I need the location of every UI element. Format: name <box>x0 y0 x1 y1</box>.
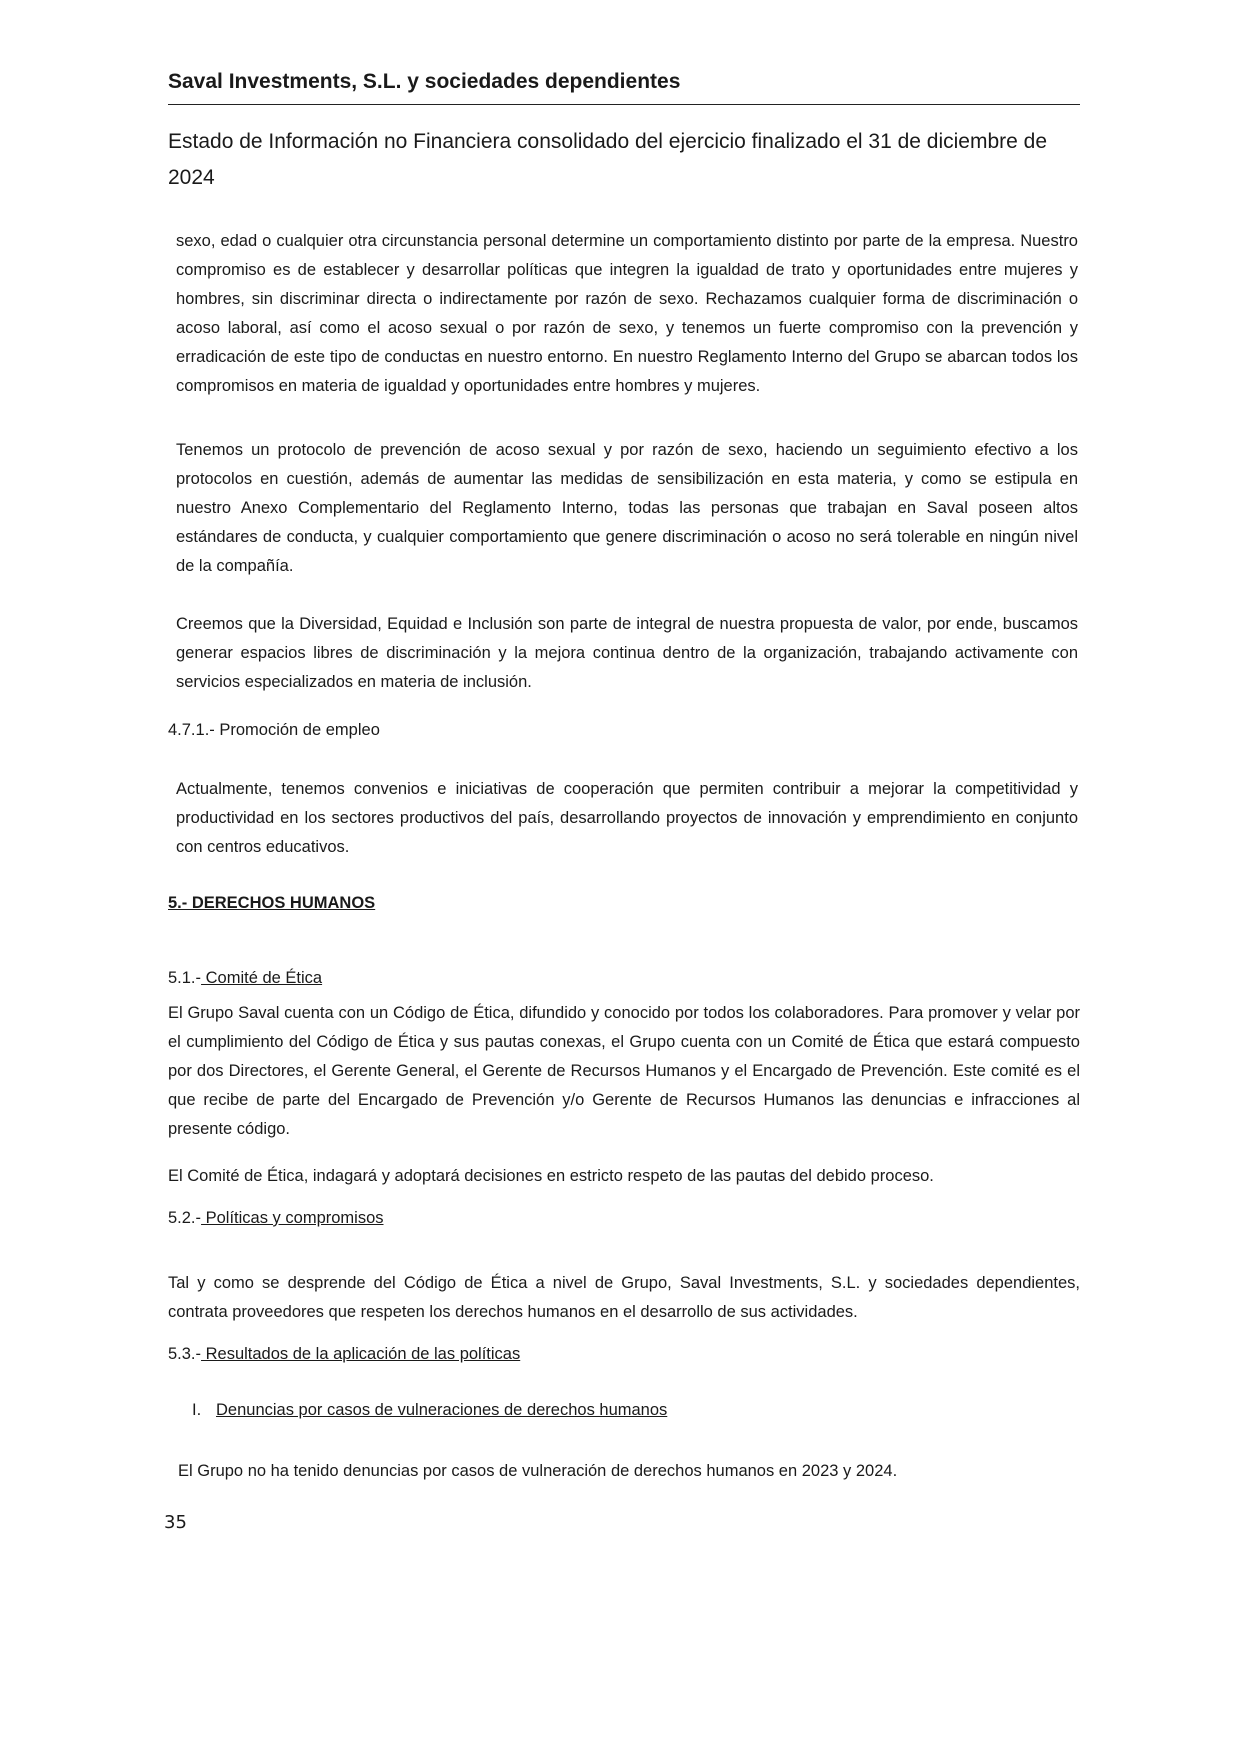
section-5-2-heading <box>168 1209 384 1228</box>
list-item-denuncias <box>192 1401 667 1420</box>
section-5-3-title: Resultados de la aplicación de las políticas <box>201 1345 521 1363</box>
section-5-1-heading <box>168 969 322 988</box>
paragraph-diversidad: Creemos que la Diversidad, Equidad e Inclusión son parte de integral de nuestra propuesta de valor, por ende, buscamos generar espacios libres de discriminación y la mejora continua dentro de la organización, trabajando activamente con servicios especializados en materia de inclusión. <box>176 615 1078 691</box>
paragraph-promocion-empleo: Actualmente, tenemos convenios e iniciativas de cooperación que permiten contribuir a mejorar la competitividad y productividad en los sectores productivos del país, desarrollando proyectos de innovación y emprendimiento en conjunto con centros educativos. <box>176 780 1078 856</box>
paragraph-protocolo-acoso: Tenemos un protocolo de prevención de acoso sexual y por razón de sexo, haciendo un seguimiento efectivo a los protocolos en cuestión, además de aumentar las medidas de sensibilización en esta materia, y como se estipula en nuestro Anexo Complementario del Reglamento Interno, todas las personas que trabajan en Saval poseen altos estándares de conducta, y cualquier comportamiento que genere discriminación o acoso no será tolerable en ningún nivel de la compañía. <box>176 441 1078 575</box>
section-5-heading: 5.- DERECHOS HUMANOS <box>168 894 376 912</box>
section-5-2-number: 5.2.- <box>168 1209 202 1227</box>
list-item-title: Denuncias por casos de vulneraciones de derechos humanos <box>216 1401 668 1419</box>
page-number: 35 <box>164 1512 187 1533</box>
section-4-7-1-heading: 4.7.1.- Promoción de empleo <box>168 721 380 739</box>
paragraph-igualdad: sexo, edad o cualquier otra circunstancia personal determine un comportamiento distinto por parte de la empresa. Nuestro compromiso es de establecer y desarrollar políticas que integren la igualdad de trato y oportunidades entre mujeres y hombres, sin discriminar directa o indirectamente por razón de sexo. Rechazamos cualquier forma de discriminación o acoso laboral, así como el acoso sexual o por razón de sexo, y tenemos un fuerte compromiso con la prevención y erradicación de este tipo de conductas en nuestro entorno. En nuestro Reglamento Interno del Grupo se abarcan todos los compromisos en materia de igualdad y oportunidades entre hombres y mujeres. <box>176 232 1078 395</box>
paragraph-comite-decisiones: El Comité de Ética, indagará y adoptará decisiones en estricto respeto de las pautas del debido proceso. <box>168 1167 934 1185</box>
paragraph-comite-etica: El Grupo Saval cuenta con un Código de Ética, difundido y conocido por todos los colaboradores. Para promover y velar por el cumplimiento del Código de Ética y sus pautas conexas, el Grupo cuenta con un Comité de Ética que estará compuesto por dos Directores, el Gerente General, el Gerente de Recursos Humanos y el Encargado de Prevención. Este comité es el que recibe de parte del Encargado de Prevención y/o Gerente de Recursos Humanos las denuncias e infracciones al presente código. <box>168 1004 1080 1138</box>
header-company: Saval Investments, S.L. y sociedades dependientes <box>168 70 681 93</box>
paragraph-proveedores: Tal y como se desprende del Código de Ética a nivel de Grupo, Saval Investments, S.L. y sociedades dependientes, contrata proveedores que respeten los derechos humanos en el desarrollo de sus actividades. <box>168 1274 1080 1321</box>
section-5-2-title: Políticas y compromisos <box>201 1209 384 1227</box>
section-5-1-number: 5.1.- <box>168 969 202 987</box>
header-rule <box>168 104 1080 105</box>
list-item-number: I. <box>192 1401 202 1419</box>
section-5-3-number: 5.3.- <box>168 1345 202 1363</box>
section-5-1-title: Comité de Ética <box>201 969 323 987</box>
paragraph-sin-denuncias: El Grupo no ha tenido denuncias por casos de vulneración de derechos humanos en 2023 y 2024. <box>178 1462 898 1480</box>
header-subtitle: Estado de Información no Financiera consolidado del ejercicio finalizado el 31 de diciembre de 2024 <box>168 130 1048 189</box>
section-5-3-heading <box>168 1345 520 1364</box>
